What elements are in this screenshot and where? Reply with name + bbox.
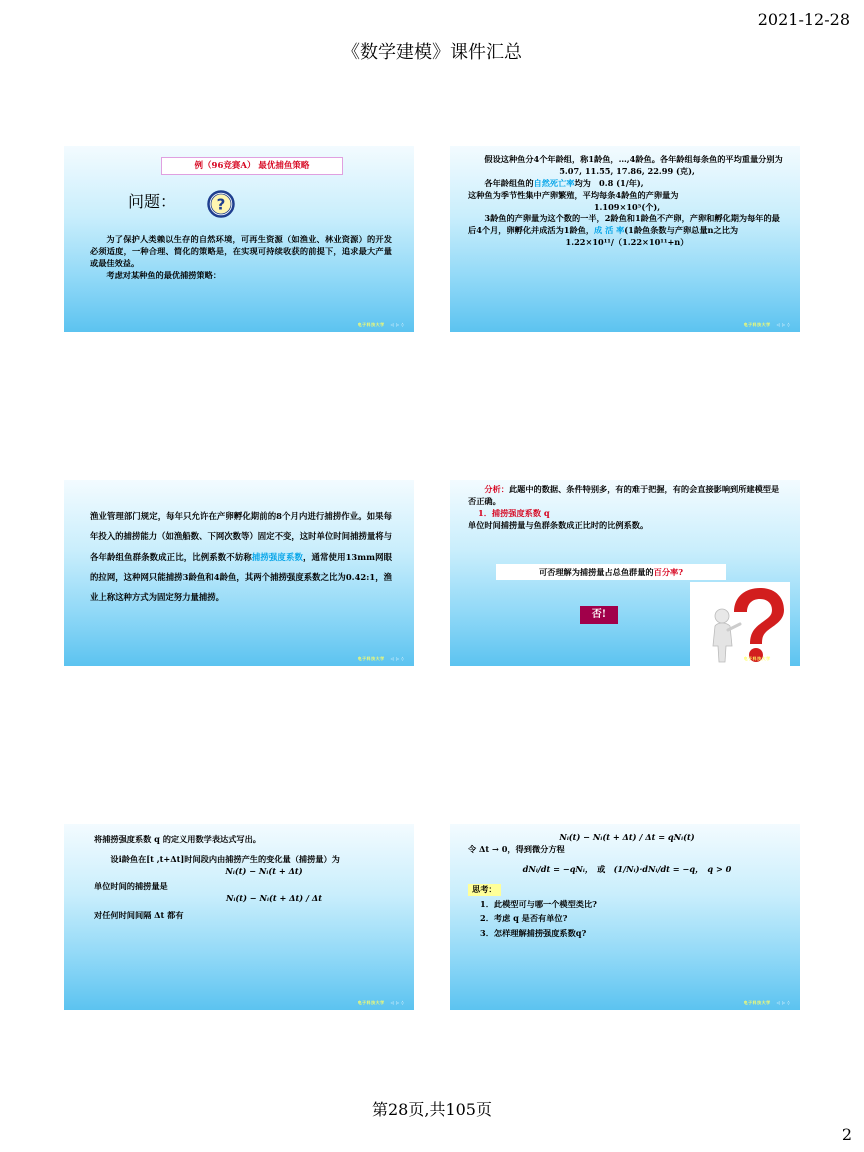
text-line: 单位时间捕捞量与鱼群条数成正比时的比例系数。 bbox=[468, 519, 649, 530]
slide-footer: 电子科技大学 ◁ ▷ ◊ bbox=[743, 656, 790, 662]
highlight-term: 成 活 率 bbox=[594, 225, 625, 236]
nav-arrows-icon: ◁ ▷ ◊ bbox=[390, 1000, 404, 1006]
text-line: 这种鱼为季节性集中产卵繁殖，平均每条4龄鱼的产卵量为 bbox=[468, 189, 679, 200]
slide-footer: 电子科技大学 ◁ ▷ ◊ bbox=[743, 1000, 790, 1006]
formula: Nᵢ(t) − Nᵢ(t + Δt) / Δt bbox=[225, 892, 323, 903]
thinking-figure-question-mark-icon bbox=[690, 582, 790, 666]
nav-arrows-icon: ◁ ▷ ◊ bbox=[776, 1000, 790, 1006]
section-heading: 1．捕捞强度系数 q bbox=[478, 507, 550, 518]
question-item: 2．考虑 q 是否有单位? bbox=[480, 913, 568, 924]
text-line: 将捕捞强度系数 q 的定义用数学表达式写出。 bbox=[94, 834, 261, 844]
text-line: 假设这种鱼分4个年龄组，称1龄鱼，…,4龄鱼。各年龄组每条鱼的平均重量分别为 bbox=[484, 154, 783, 164]
slide-body bbox=[468, 484, 786, 532]
text-line: 设i龄鱼在[t ,t+Δt]时间段内由捕捞产生的变化量（捕捞量）为 bbox=[110, 853, 340, 864]
slide-body bbox=[94, 834, 394, 922]
slide-title: 例（96竞赛A） 最优捕鱼策略 bbox=[161, 157, 343, 175]
highlight-term: 捕捞强度系数 bbox=[251, 551, 303, 562]
slide-problem bbox=[64, 146, 414, 332]
text-line: 各年龄组鱼的自然死亡率均为 0.8 (1/年), bbox=[484, 177, 644, 188]
question-mark-icon bbox=[206, 189, 236, 219]
text-line: 令 Δt → 0，得到微分方程 bbox=[468, 843, 565, 854]
paragraph: 为了保护人类赖以生存的自然环境，可再生资源（如渔业、林业资源）的开发必须适度，一种合理、简化的策略是，在实现可持续收获的前提下，追求最大产量或最佳效益。 bbox=[90, 234, 392, 268]
question-item: 3．怎样理解捕捞强度系数q? bbox=[480, 928, 587, 939]
egg-count-line: 1.109×10⁵(个), bbox=[593, 201, 661, 212]
text-line: 单位时间的捕捞量是 bbox=[94, 880, 168, 891]
slide-body bbox=[468, 832, 786, 940]
formula: Nᵢ(t) − Nᵢ(t + Δt) / Δt = qNᵢ(t) bbox=[559, 832, 695, 842]
slide-body bbox=[468, 154, 786, 249]
formula: Nᵢ(t) − Nᵢ(t + Δt) bbox=[225, 865, 303, 876]
slide-definition bbox=[64, 824, 414, 1010]
weights-line: 5.07, 11.55, 17.86, 22.99 (克), bbox=[559, 165, 695, 176]
highlight-term: 自然死亡率 bbox=[533, 177, 575, 188]
slide-body bbox=[90, 234, 392, 282]
question-box: 可否理解为捕捞量占总鱼群量的百分率? bbox=[496, 564, 726, 580]
slide-analysis bbox=[450, 480, 800, 666]
document-title: 《数学建模》课件汇总 bbox=[342, 42, 522, 63]
text-line: 分析：此题中的数据、条件特别多，有的难于把握，有的会直接影响到所建模型是否正确。 bbox=[468, 484, 780, 506]
formula: dNᵢ/dt = −qNᵢ， 或 (1/Nᵢ)·dNᵢ/dt = −q， q > 0 bbox=[522, 863, 732, 874]
slide-footer: 电子科技大学 ◁ ▷ ◊ bbox=[357, 1000, 404, 1006]
slide-footer: 电子科技大学 ◁ ▷ ◊ bbox=[743, 322, 790, 328]
nav-arrows-icon: ◁ ▷ ◊ bbox=[390, 322, 404, 328]
answer-no-badge: 否! bbox=[580, 606, 618, 624]
slide-footer: 电子科技大学 ◁ ▷ ◊ bbox=[357, 656, 404, 662]
slide-regulation bbox=[64, 480, 414, 666]
paragraph: 考虑对某种鱼的最优捕捞策略： bbox=[106, 269, 222, 280]
svg-text:?: ? bbox=[216, 195, 226, 214]
print-date: 2021-12-28 bbox=[757, 10, 850, 29]
question-item: 1．此模型可与哪一个模型类比? bbox=[480, 898, 597, 909]
nav-arrows-icon: ◁ ▷ ◊ bbox=[776, 656, 790, 662]
think-heading: 思考： bbox=[468, 884, 786, 896]
text-line: 对任何时间间隔 Δt 都有 bbox=[94, 910, 184, 921]
survival-formula: 1.22×10¹¹/（1.22×10¹¹+n） bbox=[565, 237, 689, 248]
slide-body: 渔业管理部门规定，每年只允许在产卵孵化期前的8个月内进行捕捞作业。如果每年投入的捕捞能力（如渔船数、下网次数等）固定不变，这时单位时间捕捞量将与各年龄组鱼群条数成正比，比例系数不妨称捕捞强度系数，通常使用13mm网眼的拉网，这种网只能捕捞3龄鱼和4龄鱼，其两个捕捞强度系数之比为0.42:1，渔业上称这种方式为固定努力量捕捞。 bbox=[90, 511, 393, 603]
question-label: 问题： bbox=[128, 192, 177, 211]
page-number: 2 bbox=[841, 1125, 852, 1144]
nav-arrows-icon: ◁ ▷ ◊ bbox=[390, 656, 404, 662]
slide-differential-equation bbox=[450, 824, 800, 1010]
slide-footer: 电子科技大学 ◁ ▷ ◊ bbox=[357, 322, 404, 328]
page-info: 第28页,共105页 bbox=[372, 1100, 492, 1119]
slide-assumptions bbox=[450, 146, 800, 332]
nav-arrows-icon: ◁ ▷ ◊ bbox=[776, 322, 790, 328]
text-line: 3龄鱼的产卵量为这个数的一半，2龄鱼和1龄鱼不产卵，产卵和孵化期为每年的最后4个月，卵孵化并成活为1龄鱼，成 活 率(1龄鱼条数与产卵总量n之比为 bbox=[468, 213, 780, 236]
